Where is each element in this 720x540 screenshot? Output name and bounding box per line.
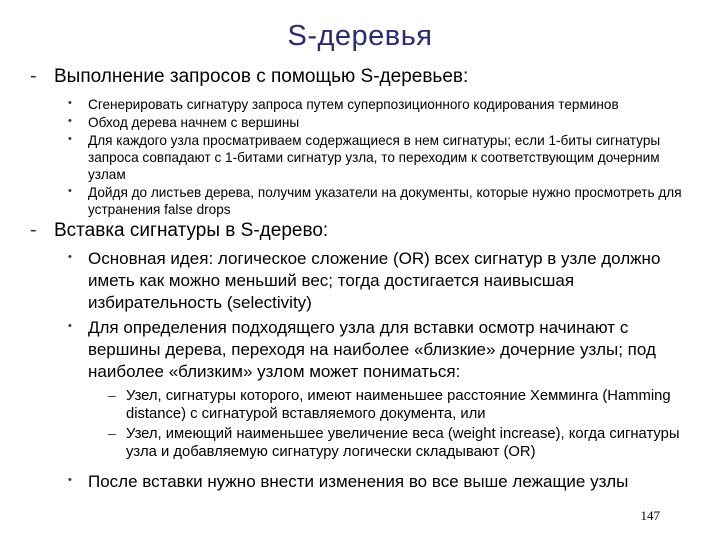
bullet-marker: •: [68, 133, 72, 145]
bullet-list: [30, 248, 700, 493]
list-item-text: Дойдя до листьев дерева, получим указатели на документы, которые нужно просмотреть для устранения false drops: [88, 185, 682, 217]
bullet-marker: •: [68, 320, 72, 332]
bullet-marker: •: [68, 185, 72, 197]
list-item: [30, 132, 700, 183]
bullet-list: [30, 96, 700, 218]
list-item-text: Основная идея: логическое сложение (OR) всех сигнатур в узле должно иметь как можно меньший вес; тогда достигается наивысшая избирательность (selectivity): [88, 249, 661, 312]
sub-list-item: [30, 425, 700, 461]
section-heading: [30, 220, 700, 242]
sub-list-item-text: Узел, сигнатуры которого, имеют наименьшее расстояние Хемминга (Hamming distance) с сигнатурой вставляемого документа, или: [126, 388, 671, 422]
section-signature-insertion: [30, 220, 700, 493]
page-number: 147: [640, 508, 660, 523]
list-item: [30, 248, 700, 314]
list-item-text: После вставки нужно внести изменения во все выше лежащие узлы: [88, 472, 629, 491]
sub-marker: –: [108, 425, 116, 441]
sub-list-item-text: Узел, имеющий наименьшее увеличение веса (weight increase), когда сигнатуры узла и добавляемую сигнатуру логически складывают (OR): [126, 426, 680, 460]
list-item-text: Для каждого узла просматриваем содержащиеся в нем сигнатуры; если 1-биты сигнатуры запроса совпадают с 1-битами сигнатур узла, то переходим к соответствующим дочерним узлам: [88, 133, 661, 182]
list-item: [30, 184, 700, 218]
section-heading-text: Вставка сигнатуры в S-дерево:: [54, 220, 329, 241]
slide-title: S-деревья: [287, 20, 433, 52]
list-item: [30, 471, 700, 493]
sub-marker: –: [108, 387, 116, 403]
bullet-marker: •: [68, 97, 72, 109]
sub-list-item: [30, 387, 700, 423]
section-marker: -: [30, 219, 37, 241]
slide-content: [30, 66, 700, 493]
list-item-text: Для определения подходящего узла для вставки осмотр начинают с вершины дерева, переходя на наиболее «близкие» дочерние узлы; под наиболее «близким» узлом может пониматься:: [88, 318, 656, 381]
section-heading-text: Выполнение запросов с помощью S-деревьев:: [54, 66, 469, 87]
bullet-marker: •: [68, 115, 72, 127]
section-query-execution: [30, 66, 700, 218]
section-marker: -: [30, 65, 37, 87]
list-item: [30, 96, 700, 113]
list-item: [30, 114, 700, 131]
bullet-marker: •: [68, 251, 72, 263]
list-item-text: Сгенерировать сигнатуру запроса путем суперпозиционного кодирования терминов: [88, 97, 619, 112]
list-item: [30, 317, 700, 383]
bullet-marker: •: [68, 474, 72, 486]
list-item-text: Обход дерева начнем с вершины: [88, 115, 300, 130]
section-heading: [30, 66, 700, 88]
